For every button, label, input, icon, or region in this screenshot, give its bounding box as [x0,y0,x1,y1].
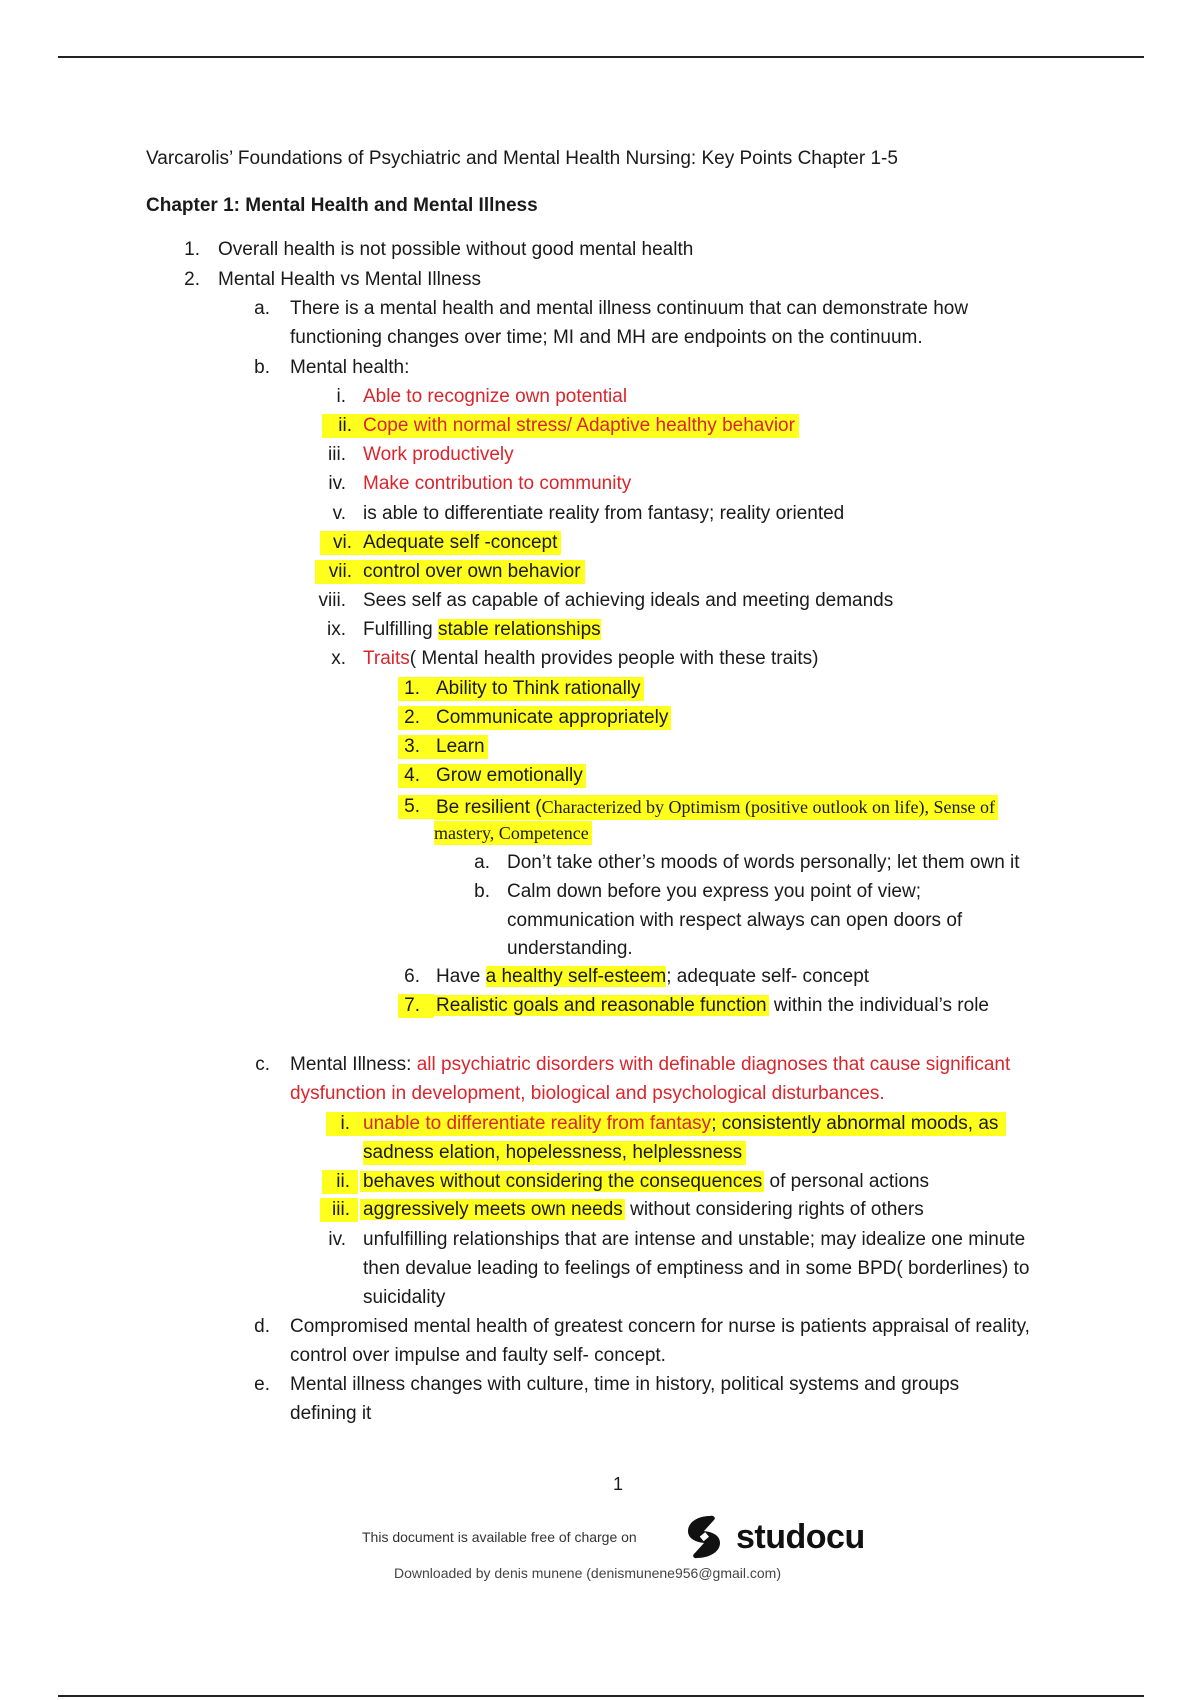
list-item [360,1112,1006,1136]
text-run: ; consistently abnormal moods, as [711,1113,999,1134]
list-marker: vii. [315,560,358,584]
list-item: Grow emotionally [434,764,586,788]
list-item: There is a mental health and mental illness continuum that can demonstrate how [290,298,969,319]
studocu-logo[interactable] [680,1512,865,1562]
list-marker: b. [254,357,270,378]
list-marker: 6. [404,966,420,987]
list-item: Don’t take other’s moods of words personally; let them own it [507,852,1020,873]
top-rule [58,56,1144,58]
list-marker: ii. [322,1170,358,1194]
list-item: Mental health: [290,357,410,378]
text-run: of personal actions [764,1171,930,1192]
list-marker: 5. [398,795,434,819]
document-title: Varcarolis’ Foundations of Psychiatric and Mental Health Nursing: Key Points Chapter 1-5 [146,148,898,169]
studocu-brand: studocu [736,1517,865,1556]
traits-label: Traits [363,648,410,669]
list-marker: b. [474,881,490,902]
list-marker: c. [255,1054,270,1075]
list-item-continued: functioning changes over time; MI and MH are endpoints on the continuum. [290,327,923,348]
list-marker: iii. [328,444,346,465]
list-marker: viii. [318,590,346,611]
text-run: Have [436,966,486,987]
list-item: Communicate appropriately [434,706,671,730]
list-item: control over own behavior [358,560,585,584]
page-number: 1 [612,1474,623,1494]
list-item: Mental Health vs Mental Illness [218,269,481,290]
list-marker: v. [332,503,346,524]
text-run: Fulfilling [363,619,438,640]
list-item: Learn [434,735,488,759]
list-item [434,795,998,820]
list-item [363,647,819,671]
highlighted-text: behaves without considering the consequences [360,1171,764,1192]
list-marker: 3. [398,735,434,759]
availability-note: This document is available free of charge on [362,1529,637,1545]
list-item: Able to recognize own potential [363,386,628,407]
list-marker: a. [474,852,490,873]
bottom-rule [58,1695,1144,1697]
list-item-continued: suicidality [363,1287,446,1308]
list-item-continued: mastery, Competence [434,821,592,845]
highlighted-text: a healthy self-esteem [485,966,667,987]
download-note: Downloaded by denis munene (denismunene956@gmail.com) [394,1565,781,1581]
list-item: Make contribution to community [363,473,632,494]
list-marker: i. [336,386,346,407]
list-item [360,1170,929,1194]
list-marker: 4. [398,764,434,788]
list-marker: ii. [322,414,358,438]
list-marker: d. [254,1316,270,1337]
list-marker: iv. [328,473,346,494]
list-marker: i. [326,1112,362,1136]
list-item-continued: communication with respect always can open doors of [507,910,963,931]
list-item: Adequate self -concept [358,531,561,555]
list-item [360,1198,924,1222]
list-marker: 1. [184,239,200,260]
text-run: ; adequate self- concept [666,966,870,987]
list-item: Compromised mental health of greatest concern for nurse is patients appraisal of reality, [290,1316,1030,1337]
list-marker: 1. [398,677,434,701]
list-marker: 2. [398,706,434,730]
list-marker: x. [331,648,346,669]
highlighted-text: Realistic goals and reasonable function [436,995,767,1016]
list-item-continued: understanding. [507,938,633,959]
list-marker: e. [254,1374,270,1395]
list-item-continued: sadness elation, hopelessness, helplessness [363,1141,746,1165]
list-item [363,618,601,642]
text-run: without considering rights of others [624,1199,924,1220]
list-item: Overall health is not possible without good mental health [218,239,694,260]
list-marker: vi. [320,531,358,555]
list-marker: iv. [328,1229,346,1250]
list-item-continued: dysfunction in development, biological and psychological disturbances. [290,1083,885,1104]
text-run: Be resilient ( [436,797,542,818]
list-item [434,994,989,1018]
list-marker: a. [254,298,270,319]
highlighted-text: aggressively meets own needs [360,1199,625,1220]
studocu-logo-icon [680,1512,728,1562]
list-item: Ability to Think rationally [434,677,644,701]
list-item: Cope with normal stress/ Adaptive healthy behavior [358,414,799,438]
list-marker: 2. [184,269,200,290]
list-item: Sees self as capable of achieving ideals and meeting demands [363,590,894,611]
list-item [290,1053,1010,1077]
list-item: unfulfilling relationships that are intense and unstable; may idealize one minute [363,1229,1026,1250]
text-run: ( Mental health provides people with these traits) [409,648,819,669]
text-run: within the individual’s role [768,995,989,1016]
text-run: Mental Illness: [290,1054,417,1075]
list-item: Mental illness changes with culture, time in history, political systems and groups [290,1374,960,1395]
list-item-continued: then devalue leading to feelings of emptiness and in some BPD( borderlines) to [363,1258,1030,1279]
list-item [436,965,869,989]
list-item: is able to differentiate reality from fantasy; reality oriented [363,503,845,524]
list-marker: iii. [320,1198,358,1222]
highlighted-text: stable relationships [437,619,601,640]
list-item-continued: control over impulse and faulty self- concept. [290,1345,666,1366]
list-item-continued: defining it [290,1403,372,1424]
red-text: unable to differentiate reality from fantasy [363,1113,712,1134]
red-text: all psychiatric disorders with definable diagnoses that cause significant [416,1054,1011,1075]
list-item: Calm down before you express you point of view; [507,881,921,902]
chapter-heading: Chapter 1: Mental Health and Mental Illness [146,195,538,216]
list-item: Work productively [363,444,514,465]
list-marker: 7. [398,994,434,1018]
list-marker: ix. [327,619,346,640]
text-run: Characterized by Optimism (positive outlook on life), Sense of [541,797,996,817]
